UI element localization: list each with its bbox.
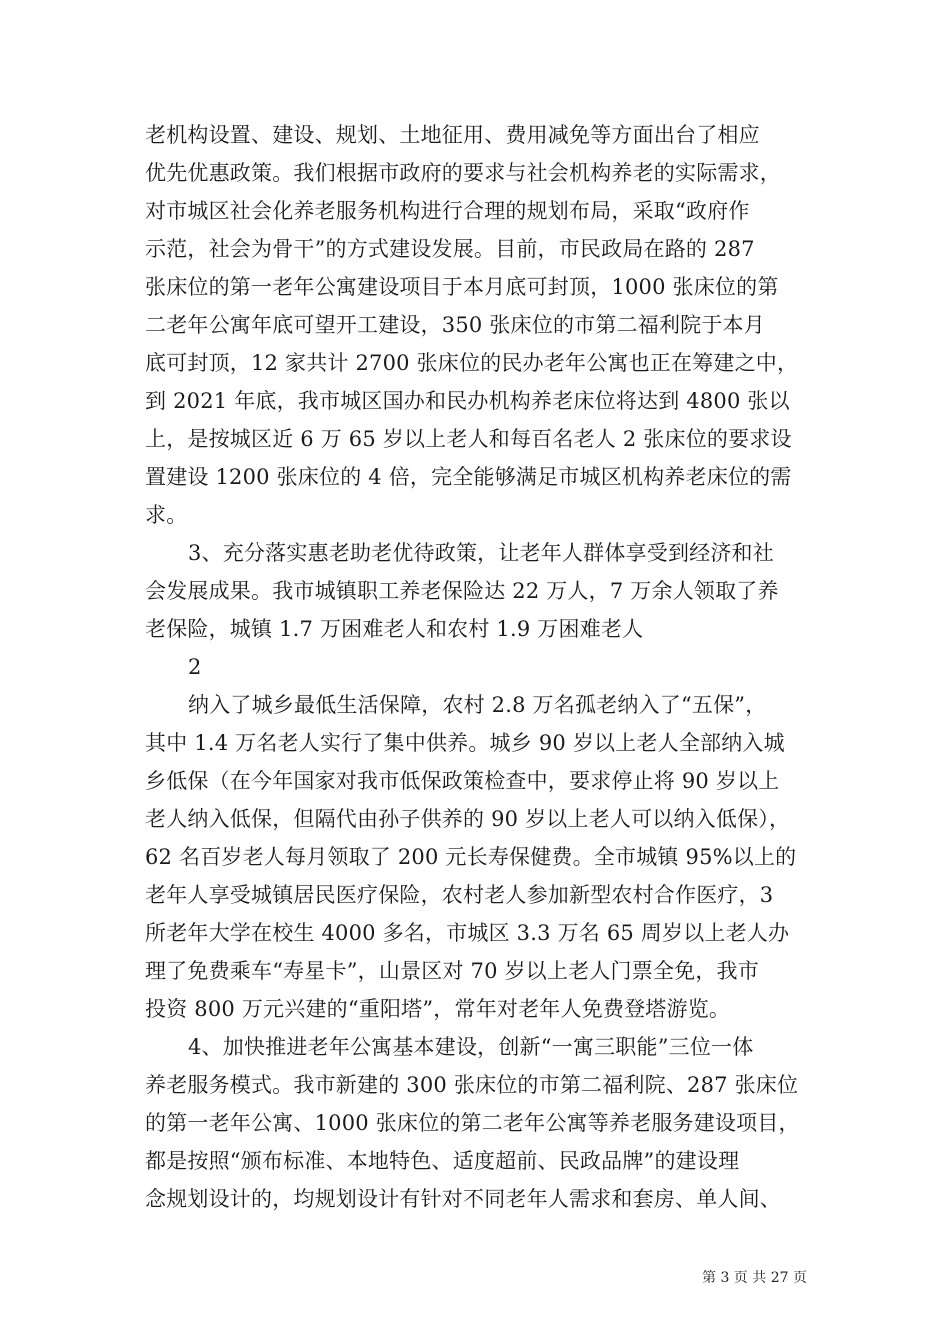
paragraph-continued-start: 纳入了城乡最低生活保障，农村 2.8 万名孤老纳入了“五保”，: [188, 693, 767, 717]
text-line: 对市城区社会化养老服务机构进行合理的规划布局，采取“政府作: [145, 199, 750, 223]
text-line: 老人纳入低保，但隔代由孙子供养的 90 岁以上老人可以纳入低保），: [145, 807, 791, 831]
text-line: 都是按照“颁布标准、本地特色、适度超前、民政品牌”的建设理: [145, 1149, 740, 1173]
text-line: 二老年公寓年底可望开工建设，350 张床位的市第二福利院于本月: [145, 313, 765, 337]
text-line: 念规划设计的，均规划设计有针对不同老年人需求和套房、单人间、: [145, 1187, 781, 1211]
text-line: 张床位的第一老年公寓建设项目于本月底可封顶，1000 张床位的第: [145, 275, 779, 299]
text-line: 求。: [145, 503, 188, 527]
paragraph-4-start: 4、加快推进老年公寓基本建设，创新“一寓三职能”三位一体: [188, 1035, 754, 1059]
text-line: 养老服务模式。我市新建的 300 张床位的市第二福利院、287 张床位: [145, 1073, 799, 1097]
text-line: 乡低保（在今年国家对我市低保政策检查中，要求停止将 90 岁以上: [145, 769, 780, 793]
text-line: 示范，社会为骨干”的方式建设发展。目前，市民政局在路的 287: [145, 237, 755, 261]
page-footer: 第 3 页 共 27 页: [702, 1270, 807, 1286]
text-line: 的第一老年公寓、1000 张床位的第二老年公寓等养老服务建设项目，: [145, 1111, 800, 1135]
text-line: 优先优惠政策。我们根据市政府的要求与社会机构养老的实际需求，: [145, 161, 781, 185]
text-line: 到 2021 年底，我市城区国办和民办机构养老床位将达到 4800 张以: [145, 389, 790, 413]
paragraph-3-start: 3、充分落实惠老助老优待政策，让老年人群体享受到经济和社: [188, 541, 774, 565]
text-line: 上，是按城区近 6 万 65 岁以上老人和每百名老人 2 张床位的要求设: [145, 427, 792, 451]
text-line: 其中 1.4 万名老人实行了集中供养。城乡 90 岁以上老人全部纳入城: [145, 731, 785, 755]
text-line: 会发展成果。我市城镇职工养老保险达 22 万人，7 万余人领取了养: [145, 579, 779, 603]
text-line: 理了免费乘车“寿星卡”，山景区对 70 岁以上老人门票全免，我市: [145, 959, 759, 983]
text-line: 所老年大学在校生 4000 多名，市城区 3.3 万名 65 周岁以上老人办: [145, 921, 790, 945]
inline-page-number: 2: [188, 655, 202, 679]
text-line: 底可封顶，12 家共计 2700 张床位的民办老年公寓也正在筹建之中，: [145, 351, 799, 375]
text-line: 老保险，城镇 1.7 万困难老人和农村 1.9 万困难老人: [145, 617, 644, 641]
text-line: 老机构设置、建设、规划、土地征用、费用减免等方面出台了相应: [145, 123, 760, 147]
text-line: 老年人享受城镇居民医疗保险，农村老人参加新型农村合作医疗，3: [145, 883, 774, 907]
text-line: 62 名百岁老人每月领取了 200 元长寿保健费。全市城镇 95%以上的: [145, 845, 797, 869]
text-line: 投资 800 万元兴建的“重阳塔”，常年对老年人免费登塔游览。: [145, 997, 731, 1021]
text-line: 置建设 1200 张床位的 4 倍，完全能够满足市城区机构养老床位的需: [145, 465, 792, 489]
